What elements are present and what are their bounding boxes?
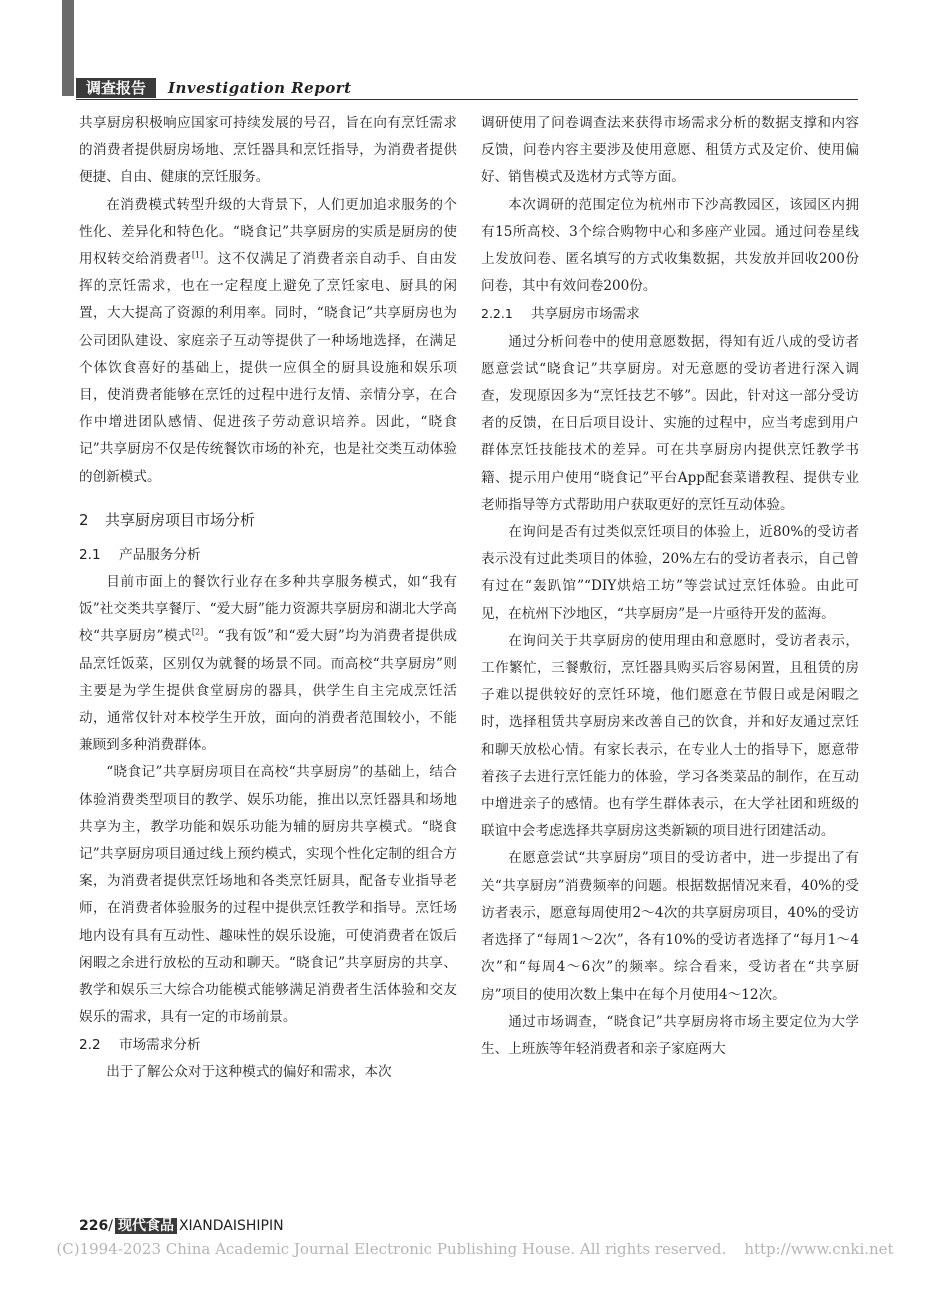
page-number: 226 (79, 1218, 109, 1234)
paragraph-text: 。这不仅满足了消费者亲自动手、自由发挥的烹饪需求，也在一定程度上避免了烹饪家电、厨具的闲置，大大提高了资源的利用率。同时，“晓食记”共享厨房也为公司团队建设、家庭亲子互动等提供了一种场地选择，在满足个体饮食喜好的基础上，提供一应俱全的厨具设施和娱乐项目，使消费者能够在烹饪的过程中进行友情、亲情分享，在合作中增进团队感情、促进孩子劳动意识培养。因此，“晓食记”共享厨房不仅是传统餐饮市场的补充，也是社交类互动体验的创新模式。 (79, 251, 458, 485)
section-number: 2 (79, 510, 89, 529)
subsubsection-title: 共享厨房市场需求 (531, 306, 640, 323)
citation-ref: [1] (191, 250, 204, 260)
paragraph: 出于了解公众对于这种模式的偏好和需求，本次 (106, 1063, 392, 1080)
copyright-text: (C)1994-2023 China Academic Journal Electronic Publishing House. All rights reserved. (56, 1240, 727, 1258)
left-column (79, 110, 457, 1086)
footer-slash: / (108, 1218, 113, 1234)
copyright-site: http://www.cnki.net (744, 1240, 894, 1258)
subsection-heading (79, 1032, 457, 1059)
section-label-en: Investigation Report (168, 79, 352, 97)
paragraph: “晓食记”共享厨房项目在高校“共享厨房”的基础上，结合体验消费类型项目的教学、娱乐功能，推出以烹饪器具和场地共享为主，教学功能和娱乐功能为辅的厨房共享模式。“晓食记”共享厨房项目通过线上预约模式，实现个性化定制的组合方案，为消费者提供烹饪场地和各类烹饪厨具，配备专业指导老师，在消费者体验服务的过程中提供烹饪教学和指导。烹饪场地内设有具有互动性、趣味性的娱乐设施，可使消费者在饭后闲暇之余进行放松的互动和聊天。“晓食记”共享厨房的共享、教学和娱乐三大综合功能模式能够满足消费者生活体验和交友娱乐的需求，具有一定的市场前景。 (79, 764, 457, 1026)
header-rule (76, 99, 858, 100)
paragraph-text: 目前市面上的餐饮行业存在多种共享服务模式，如“我有饭”社交类共享餐厅、“爱大厨”能力资源共享厨房和湖北大学高校“共享厨房”模式 (79, 574, 457, 645)
section-label-cn: 调查报告 (76, 78, 156, 98)
paragraph: 通过市场调查，“晓食记”共享厨房将市场主要定位为大学生、上班族等年轻消费者和亲子家庭两大 (481, 1013, 859, 1057)
page-footer (79, 1217, 284, 1235)
subsection-number: 2.1 (79, 546, 101, 563)
paragraph-text: 。“我有饭”和“爱大厨”均为消费者提供成品烹饪饭菜，区别仅为就餐的场景不同。而高校“共享厨房”则主要是为学生提供食堂厨房的器具，供学生自主完成烹饪活动，通常仅针对本校学生开放，面向的消费者范围较小，不能兼顾到多种消费群体。 (79, 628, 457, 754)
paragraph-text: 在消费模式转型升级的大背景下，人们更加追求服务的个性化、差异化和特色化。“晓食记”共享厨房的实质是厨房的使用权转交给消费者 (79, 196, 457, 268)
paragraph (79, 569, 457, 759)
subsection-title: 产品服务分析 (119, 546, 201, 563)
journal-name-en: XIANDAISHIPIN (178, 1218, 284, 1234)
paragraph (79, 192, 457, 491)
journal-name-cn: 现代食品 (115, 1218, 177, 1234)
right-column (481, 110, 859, 1063)
subsubsection-number: 2.2.1 (481, 306, 513, 322)
paragraph: 在询问是否有过类似烹饪项目的体验上，近80%的受访者表示没有过此类项目的体验，20%左右的受访者表示，自己曾有过在“轰趴馆”“DIY烘焙工坊”等尝试过烹饪体验。由此可见，在杭州下沙地区，“共享厨房”是一片亟待开发的蓝海。 (481, 524, 859, 622)
paragraph: 在询问关于共享厨房的使用理由和意愿时，受访者表示，工作繁忙，三餐敷衍，烹饪器具购买后容易闲置，且租赁的房子难以提供较好的烹饪环境，他们愿意在节假日或是闲暇之时，选择租赁共享厨房来改善自己的饮食，并和好友通过烹饪和聊天放松心情。有家长表示，在专业人士的指导下，愿意带着孩子去进行烹饪能力的体验，学习各类菜品的制作，在互动中增进亲子的感情。也有学生群体表示，在大学社团和班级的联谊中会考虑选择共享厨房这类新颖的项目进行团建活动。 (481, 632, 859, 840)
paragraph: 通过分析问卷中的使用意愿数据，得知有近八成的受访者愿意尝试“晓食记”共享厨房。对无意愿的受访者进行深入调查，发现原因多为“烹饪技艺不够”。因此，针对这一部分受访者的反馈，在日后项目设计、实施的过程中，应当考虑到用户群体烹饪技能技术的差异。可在共享厨房内提供烹饪教学书籍、提示用户使用“晓食记”平台App配套菜谱教程、提供专业老师指导等方式帮助用户获取更好的烹饪互动体验。 (481, 333, 859, 513)
subsection-number: 2.2 (79, 1036, 101, 1053)
paragraph: 共享厨房积极响应国家可持续发展的号召，旨在向有烹饪需求的消费者提供厨房场地、烹饪器具和烹饪指导，为消费者提供便捷、自由、健康的烹饪服务。 (79, 115, 457, 186)
section-title: 共享厨房项目市场分析 (105, 510, 256, 529)
side-tab-bar (62, 0, 74, 96)
subsection-heading (79, 542, 457, 569)
page-header (76, 78, 858, 98)
section-heading (79, 506, 457, 534)
paragraph: 在愿意尝试“共享厨房”项目的受访者中，进一步提出了有关“共享厨房”消费频率的问题。根据数据情况来看，40%的受访者表示，愿意每周使用2～4次的共享厨房项目，40%的受访者选择了“每周1～2次”，各有10%的受访者选择了“每月1～4次”和“每周4～6次”的频率。综合看来，受访者在“共享厨房”项目的使用次数上集中在每个月使用4～12次。 (481, 850, 859, 1003)
subsubsection-heading (481, 300, 859, 328)
paragraph: 本次调研的范围定位为杭州市下沙高教园区，该园区内拥有15所高校、3个综合购物中心和多座产业园。通过问卷星线上发放问卷、匿名填写的方式收集数据，共发放并回收200份问卷，其中有效问卷200份。 (481, 196, 859, 295)
paragraph: 调研使用了问卷调查法来获得市场需求分析的数据支撑和内容反馈，问卷内容主要涉及使用意愿、租赁方式及定价、使用偏好、销售模式及选材方式等方面。 (481, 115, 859, 186)
subsection-title: 市场需求分析 (119, 1036, 201, 1053)
copyright-watermark (0, 1240, 950, 1258)
citation-ref: [2] (191, 627, 204, 637)
